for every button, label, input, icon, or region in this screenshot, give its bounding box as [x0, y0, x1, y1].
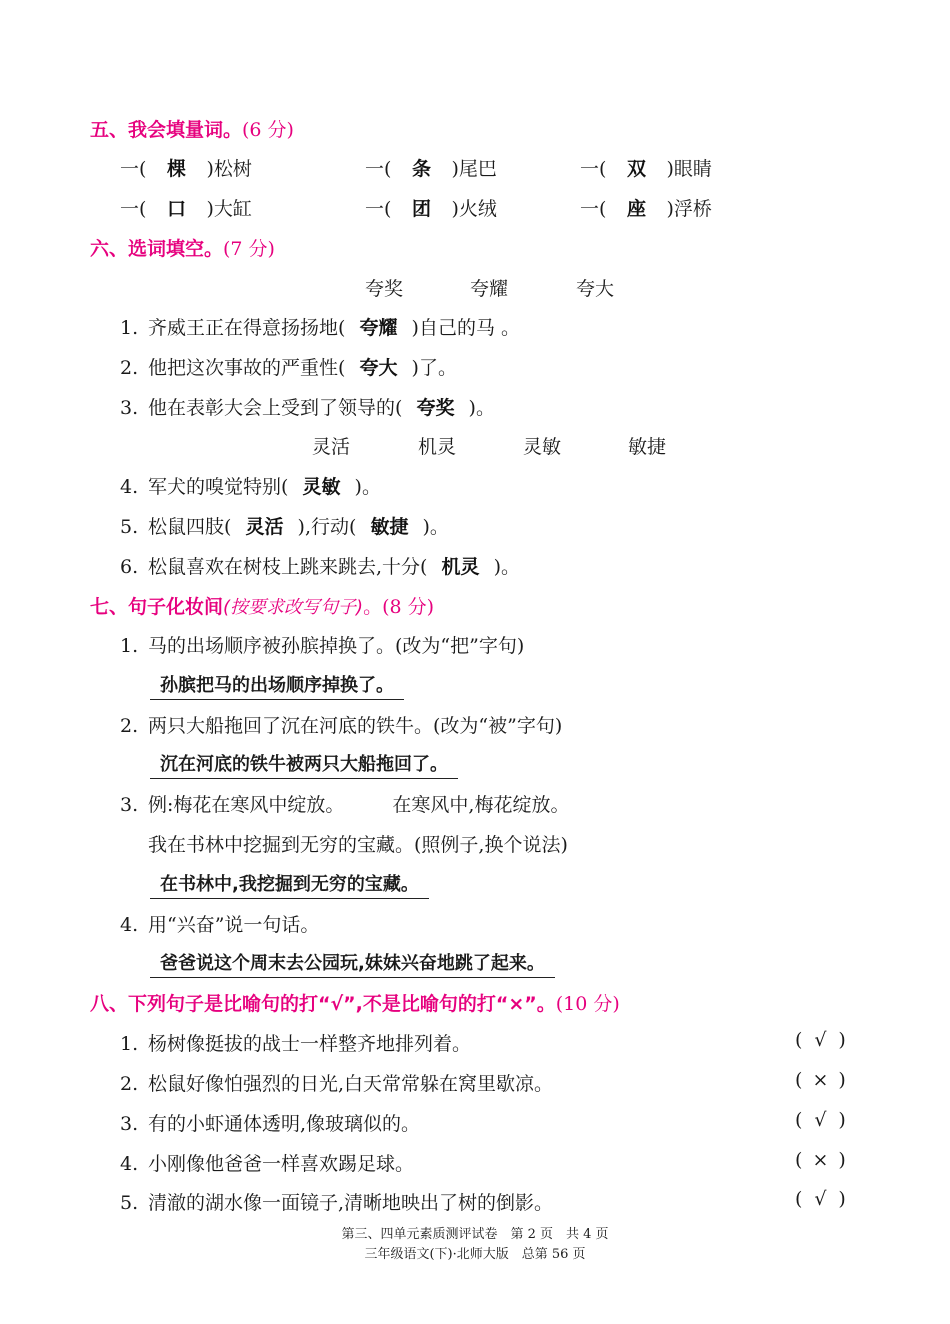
- example-text: 例:梅花在寒风中绽放。: [148, 794, 345, 816]
- judge-answer: [795, 1149, 846, 1171]
- rewrite-question: [120, 790, 569, 817]
- question-text: )自己的马 。: [411, 317, 520, 339]
- question-number: 3.: [120, 794, 139, 816]
- question-number: 4.: [120, 1153, 139, 1175]
- section-7-heading: [90, 592, 434, 619]
- answer-line: 孙膑把马的出场顺序掉换了。: [150, 671, 404, 700]
- answer-line: 沉在河底的铁牛被两只大船拖回了。: [150, 750, 458, 779]
- judge-answer: [795, 1029, 846, 1051]
- item-answer: 座: [626, 198, 646, 220]
- paren-close: ): [838, 1069, 846, 1091]
- judge-answer: [795, 1109, 846, 1131]
- question-item: [120, 512, 449, 539]
- word-bank-item: 夸奖: [365, 278, 404, 300]
- example-text: 在寒风中,梅花绽放。: [392, 794, 570, 816]
- question-text: 军犬的嗅觉特别(: [148, 476, 289, 498]
- question-text: 齐威王正在得意扬扬地(: [148, 317, 346, 339]
- question-number: 3.: [120, 397, 139, 419]
- measure-word-item: [580, 194, 712, 221]
- question-number: 1.: [120, 635, 139, 657]
- question-item: [120, 353, 457, 380]
- item-prefix: 一(: [365, 198, 392, 220]
- measure-word-item: [365, 194, 497, 221]
- question-text: 松鼠四肢(: [148, 516, 232, 538]
- question-text: 清澈的湖水像一面镜子,清晰地映出了树的倒影。: [148, 1192, 554, 1214]
- question-text: 杨树像挺拔的战士一样整齐地排列着。: [148, 1033, 472, 1055]
- question-text: )。: [422, 516, 449, 538]
- item-suffix: )火绒: [451, 198, 497, 220]
- measure-word-item: [580, 154, 712, 181]
- judge-mark: √: [814, 1188, 827, 1210]
- section-7-score: 。(8 分): [363, 596, 435, 618]
- question-answer: 敏捷: [370, 516, 409, 538]
- judge-answer: [795, 1069, 846, 1091]
- question-text: 他把这次事故的严重性(: [148, 357, 346, 379]
- question-answer: 夸大: [359, 357, 398, 379]
- question-item: [120, 552, 520, 579]
- question-number: 4.: [120, 476, 139, 498]
- item-prefix: 一(: [120, 158, 147, 180]
- question-text: 马的出场顺序被孙膑掉换了。(改为“把”字句): [148, 635, 525, 657]
- judge-question: [120, 1029, 471, 1056]
- paren-close: ): [838, 1149, 846, 1171]
- question-text: 我在书林中挖掘到无穷的宝藏。(照例子,换个说法): [148, 834, 568, 856]
- paren-open: (: [795, 1069, 803, 1091]
- question-number: 6.: [120, 556, 139, 578]
- paren-open: (: [795, 1149, 803, 1171]
- question-text: 用“兴奋”说一句话。: [148, 914, 320, 936]
- question-number: 2.: [120, 715, 139, 737]
- judge-question: [120, 1109, 420, 1136]
- question-text: 有的小虾通体透明,像玻璃似的。: [148, 1113, 421, 1135]
- section-6-title: 六、选词填空。: [90, 238, 224, 260]
- section-7-hint: (按要求改写句子): [223, 597, 364, 618]
- question-item: [120, 313, 520, 340]
- question-text: )。: [468, 397, 495, 419]
- answer-line: 爸爸说这个周末去公园玩,妹妹兴奋地跳了起来。: [150, 949, 555, 978]
- question-number: 2.: [120, 357, 139, 379]
- item-suffix: )大缸: [206, 198, 252, 220]
- item-suffix: )浮桥: [666, 198, 712, 220]
- question-number: 4.: [120, 914, 139, 936]
- paren-close: ): [838, 1029, 846, 1051]
- footer-line-1: 第三、四单元素质测评试卷 第 2 页 共 4 页: [341, 1227, 609, 1242]
- word-bank-item: 灵活: [312, 436, 351, 458]
- item-prefix: 一(: [580, 158, 607, 180]
- section-6-score: (7 分): [223, 238, 275, 260]
- question-item: [120, 393, 495, 420]
- judge-mark: √: [814, 1109, 827, 1131]
- rewrite-question: [120, 711, 562, 738]
- item-suffix: )尾巴: [451, 158, 497, 180]
- question-text: 松鼠好像怕强烈的日光,白天常常躲在窝里歇凉。: [148, 1073, 554, 1095]
- word-bank-item: 灵敏: [523, 436, 562, 458]
- judge-mark: √: [814, 1029, 827, 1051]
- word-bank-item: 机灵: [418, 436, 457, 458]
- item-answer: 口: [166, 198, 186, 220]
- item-suffix: )松树: [206, 158, 252, 180]
- judge-mark: ×: [812, 1149, 829, 1171]
- section-5-title: 五、我会填量词。: [90, 119, 243, 141]
- word-bank-item: 夸大: [576, 278, 615, 300]
- question-answer: 夸奖: [416, 397, 455, 419]
- paren-close: ): [838, 1109, 846, 1131]
- paren-open: (: [795, 1029, 803, 1051]
- section-6-heading: [90, 234, 275, 261]
- item-suffix: )眼睛: [666, 158, 712, 180]
- question-text: ),行动(: [297, 516, 357, 538]
- rewrite-question: [120, 631, 524, 658]
- item-prefix: 一(: [120, 198, 147, 220]
- question-number: 1.: [120, 317, 139, 339]
- rewrite-question: [120, 910, 319, 937]
- paren-open: (: [795, 1188, 803, 1210]
- question-text: )了。: [411, 357, 457, 379]
- section-7-title: 七、句子化妆间: [90, 596, 224, 618]
- question-number: 5.: [120, 516, 139, 538]
- item-prefix: 一(: [365, 158, 392, 180]
- measure-word-item: [120, 154, 252, 181]
- footer-line-2: 三年级语文(下)·北师大版 总第 56 页: [364, 1247, 586, 1262]
- question-number: 2.: [120, 1073, 139, 1095]
- paren-close: ): [838, 1188, 846, 1210]
- judge-question: [120, 1188, 553, 1215]
- question-text: 松鼠喜欢在树枝上跳来跳去,十分(: [148, 556, 428, 578]
- answer-line: 在书林中,我挖掘到无穷的宝藏。: [150, 870, 429, 899]
- section-8-title: 八、下列句子是比喻句的打“√”,不是比喻句的打“×”。: [90, 993, 556, 1015]
- question-answer: 灵敏: [302, 476, 341, 498]
- question-number: 1.: [120, 1033, 139, 1055]
- section-8-heading: [90, 989, 620, 1016]
- word-bank-item: 敏捷: [628, 436, 667, 458]
- question-item: [120, 472, 381, 499]
- question-text: )。: [354, 476, 381, 498]
- judge-mark: ×: [812, 1069, 829, 1091]
- measure-word-item: [365, 154, 497, 181]
- question-answer: 夸耀: [359, 317, 398, 339]
- measure-word-item: [120, 194, 252, 221]
- question-text: 小刚像他爸爸一样喜欢踢足球。: [148, 1153, 415, 1175]
- item-prefix: 一(: [580, 198, 607, 220]
- question-text: )。: [493, 556, 520, 578]
- paren-open: (: [795, 1109, 803, 1131]
- section-5-score: (6 分): [242, 119, 294, 141]
- item-answer: 棵: [166, 158, 186, 180]
- question-answer: 灵活: [245, 516, 284, 538]
- item-answer: 条: [411, 158, 431, 180]
- question-number: 3.: [120, 1113, 139, 1135]
- word-bank-item: 夸耀: [470, 278, 509, 300]
- judge-answer: [795, 1188, 846, 1210]
- question-answer: 机灵: [441, 556, 480, 578]
- item-answer: 团: [411, 198, 431, 220]
- section-8-score: (10 分): [555, 993, 620, 1015]
- judge-question: [120, 1069, 553, 1096]
- section-5-heading: [90, 115, 294, 142]
- question-text: 两只大船拖回了沉在河底的铁牛。(改为“被”字句): [148, 715, 563, 737]
- item-answer: 双: [626, 158, 646, 180]
- judge-question: [120, 1149, 414, 1176]
- question-text: 他在表彰大会上受到了领导的(: [148, 397, 403, 419]
- question-number: 5.: [120, 1192, 139, 1214]
